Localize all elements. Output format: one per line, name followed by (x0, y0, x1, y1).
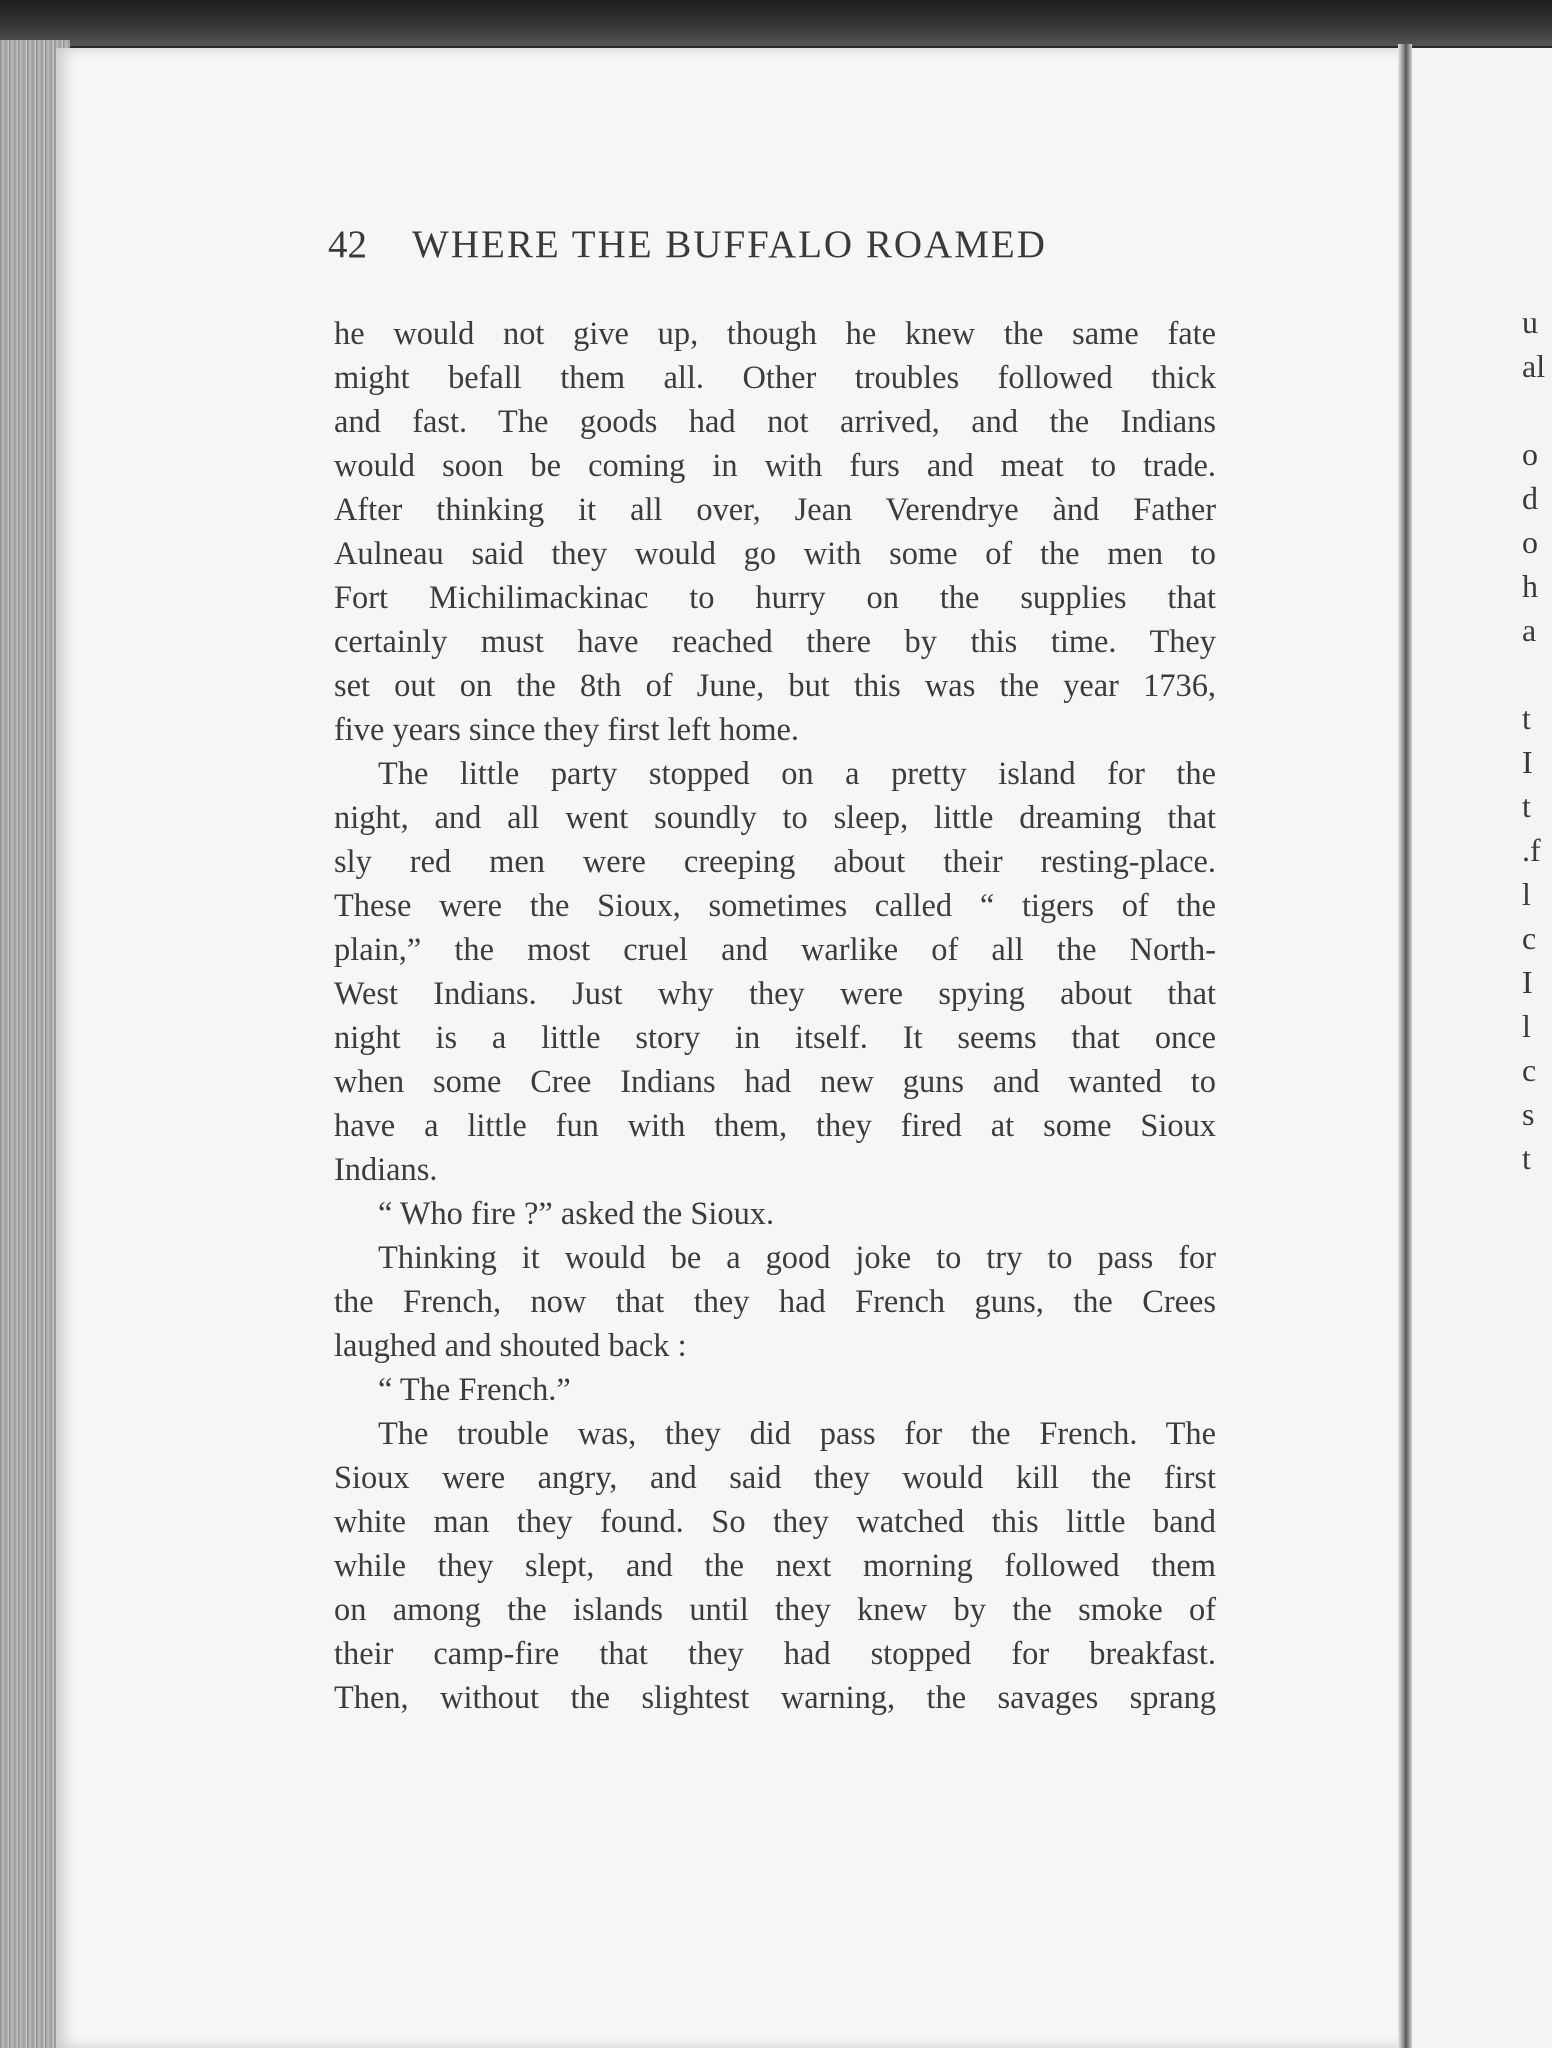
book-gutter (1398, 44, 1412, 2048)
text-line: when some Cree Indians had new guns and wanted to (334, 1064, 1216, 1100)
text-line: Fort Michilimackinac to hurry on the supplies that (334, 580, 1216, 616)
text-line: while they slept, and the next morning followed them (334, 1548, 1216, 1584)
text-line: five years since they first left home. (334, 712, 799, 748)
facing-page-fragment (1522, 388, 1545, 432)
facing-page-fragment: t (1522, 700, 1531, 736)
facing-page-fragment: t (1522, 788, 1531, 824)
facing-page-fragment: h (1522, 568, 1538, 604)
text-line: “ The French.” (378, 1372, 571, 1408)
facing-page-fragment (1522, 652, 1545, 696)
facing-page-fragment: I (1522, 744, 1533, 780)
facing-page-fragment: .f (1522, 832, 1541, 868)
facing-page-fragment: s (1522, 1096, 1535, 1132)
text-line: Then, without the slightest warning, the savages sprang (334, 1680, 1216, 1716)
text-line: might befall them all. Other troubles followed thick (334, 360, 1216, 396)
text-line: on among the islands until they knew by the smoke of (334, 1592, 1216, 1628)
facing-page-fragment: d (1522, 480, 1538, 516)
facing-page-fragment: o (1522, 436, 1538, 472)
facing-page-fragment: a (1522, 612, 1537, 648)
facing-page-fragment: l (1522, 1008, 1531, 1044)
text-line: sly red men were creeping about their resting-place. (334, 844, 1216, 880)
facing-page-fragments (1522, 300, 1545, 1180)
page-body-text (334, 312, 1216, 1720)
text-line: the French, now that they had French guns, the Crees (334, 1284, 1216, 1320)
text-line: have a little fun with them, they fired at some Sioux (334, 1108, 1216, 1144)
scan-top-edge (0, 0, 1552, 46)
text-line: The little party stopped on a pretty island for the (378, 756, 1216, 792)
text-line: white man they found. So they watched this little band (334, 1504, 1216, 1540)
text-line: “ Who fire ?” asked the Sioux. (378, 1196, 775, 1232)
text-line: Indians. (334, 1152, 438, 1188)
text-line: Sioux were angry, and said they would kill the first (334, 1460, 1216, 1496)
facing-page-fragment: al (1522, 348, 1546, 384)
text-line: Thinking it would be a good joke to try to pass for (378, 1240, 1216, 1276)
page-number: 42 (328, 223, 367, 266)
text-line: and fast. The goods had not arrived, and the Indians (334, 404, 1216, 440)
running-head (328, 222, 1047, 267)
facing-page-fragment: l (1522, 876, 1531, 912)
text-line: certainly must have reached there by this time. They (334, 624, 1216, 660)
facing-page-fragment: I (1522, 964, 1533, 1000)
text-line: would soon be coming in with furs and meat to trade. (334, 448, 1216, 484)
text-line: After thinking it all over, Jean Verendrye ànd Father (334, 492, 1216, 528)
facing-page-fragment: c (1522, 1052, 1537, 1088)
text-line: their camp-fire that they had stopped for breakfast. (334, 1636, 1216, 1672)
running-title: WHERE THE BUFFALO ROAMED (412, 223, 1047, 266)
facing-page-fragment: u (1522, 304, 1538, 340)
text-line: West Indians. Just why they were spying about that (334, 976, 1216, 1012)
text-line: night is a little story in itself. It seems that once (334, 1020, 1216, 1056)
text-line: These were the Sioux, sometimes called “ tigers of the (334, 888, 1216, 924)
text-line: night, and all went soundly to sleep, little dreaming that (334, 800, 1216, 836)
text-line: The trouble was, they did pass for the French. The (378, 1416, 1216, 1452)
text-line: Aulneau said they would go with some of the men to (334, 536, 1216, 572)
text-line: laughed and shouted back : (334, 1328, 687, 1364)
facing-page-fragment: c (1522, 920, 1537, 956)
facing-page-fragment: o (1522, 524, 1538, 560)
text-line: plain,” the most cruel and warlike of all the North- (334, 932, 1216, 968)
text-line: he would not give up, though he knew the same fate (334, 316, 1216, 352)
facing-page-fragment: t (1522, 1140, 1531, 1176)
text-line: set out on the 8th of June, but this was the year 1736, (334, 668, 1216, 704)
